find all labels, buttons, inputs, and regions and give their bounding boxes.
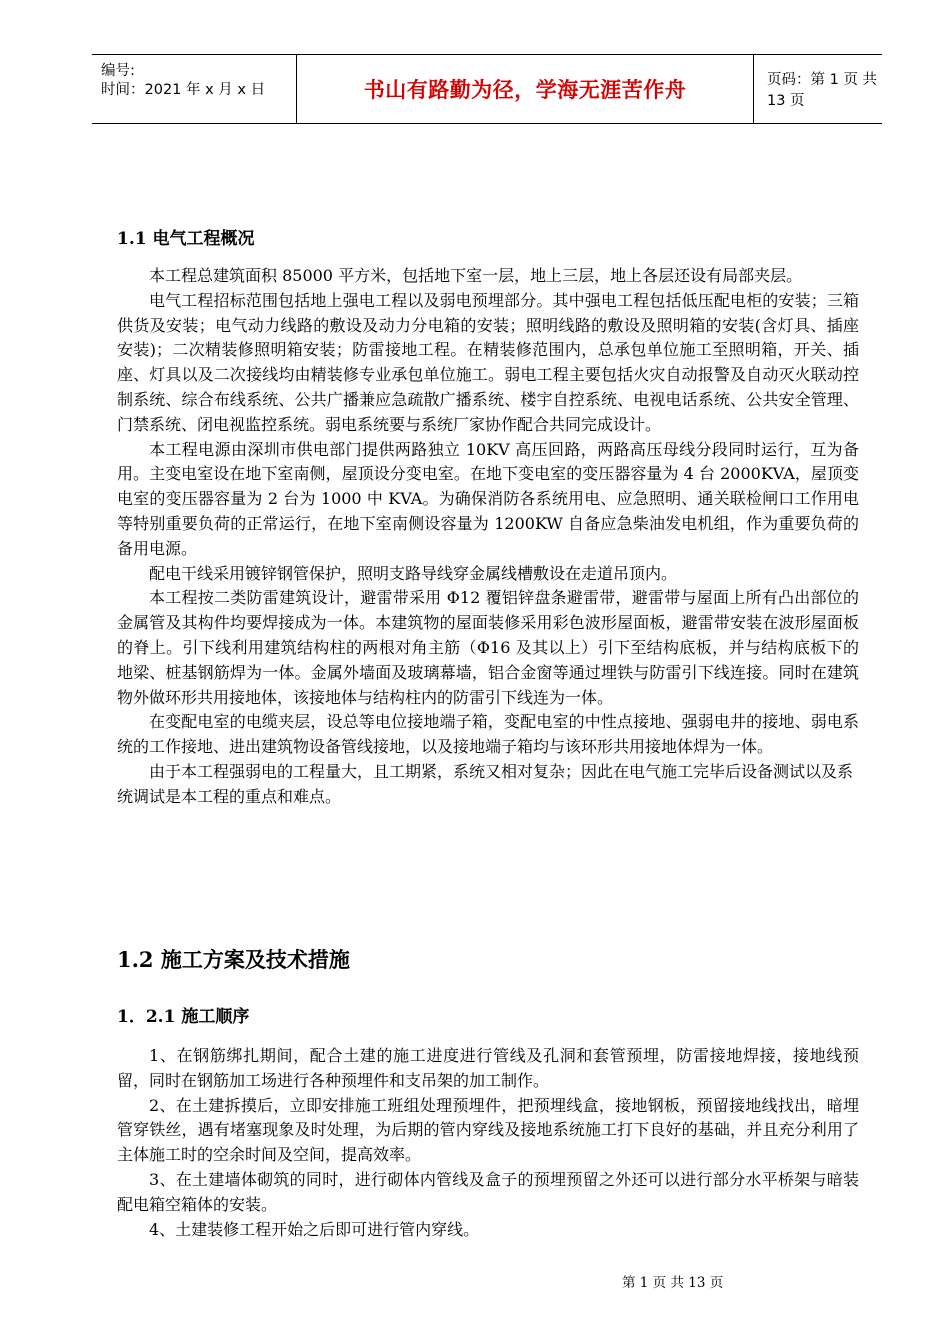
subsection-body (117, 1044, 859, 1242)
list-item: 2、在土建拆摸后，立即安排施工班组处理预埋件，把预埋线盒，接地钢板，预留接地线找出，暗埋管穿铁丝，遇有堵塞现象及时处理，为后期的管内穿线及接地系统施工打下良好的基础，并且充分利用了主体施工时的空余时间及空间，提高效率。 (117, 1095, 859, 1165)
document-number-label: 编号: (101, 63, 135, 79)
document-date-label: 时间：2021 年 x 月 x 日 (101, 82, 266, 98)
paragraph: 电气工程招标范围包括地上强电工程以及弱电预埋部分。其中强电工程包括低压配电柜的安装；三箱供货及安装；电气动力线路的敷设及动力分电箱的安装；照明线路的敷设及照明箱的安装(含灯具、插座安装)；二次精装修照明箱安装；防雷接地工程。在精装修范围内，总承包单位施工至照明箱，开关、插座、灯具以及二次接线均由精装修专业承包单位施工。弱电工程主要包括火灾自动报警及自动灭火联动控制系统、综合布线系统、公共广播兼应急疏散广播系统、楼宇自控系统、电视电话系统、公共安全管理、门禁系统、闭电视监控系统。弱电系统要与系统厂家协作配合共同完成设计。 (117, 290, 859, 434)
paragraph: 本工程电源由深圳市供电部门提供两路独立 10KV 高压回路，两路高压母线分段同时运行，互为备用。主变电室设在地下室南侧，屋顶设分变电室。在地下变电室的变压器容量为 4 台 2000KVA，屋顶变电室的变压器容量为 2 台为 1000 中 KVA。为确保消防各系统用电、应急照明、通关联检闸口工作用电等特别重要负荷的正常运行，在地下室南侧设容量为 1200KW 自备应急柴油发电机组，作为重要负荷的备用电源。 (117, 439, 859, 558)
header-left-cell (92, 55, 296, 123)
section-title: 1.2 施工方案及技术措施 (117, 947, 350, 972)
header-motto: 书山有路勤为径，学海无涯苦作舟 (363, 78, 687, 102)
section-body (117, 264, 859, 810)
page-footer: 第 1 页 共 13 页 (622, 1275, 724, 1291)
paragraph: 在变配电室的电缆夹层，设总等电位接地端子箱，变配电室的中性点接地、强弱电井的接地、弱电系统的工作接地、进出建筑物设备管线接地，以及接地端子箱均与该环形共用接地体焊为一体。 (117, 712, 859, 757)
list-item: 1、在钢筋绑扎期间，配合土建的施工进度进行管线及孔洞和套管预埋，防雷接地焊接，接地线预留，同时在钢筋加工场进行各种预埋件和支吊架的加工制作。 (117, 1046, 859, 1090)
header-motto-cell (296, 55, 754, 123)
subsection-title: 1．2.1 施工顺序 (117, 1007, 250, 1027)
paragraph: 配电干线采用镀锌钢管保护，照明支路导线穿金属线槽敷设在走道吊顶内。 (149, 563, 678, 583)
list-item: 3、在土建墙体砌筑的同时，进行砌体内管线及盒子的预埋预留之外还可以进行部分水平桥架与暗装配电箱空箱体的安装。 (117, 1169, 859, 1214)
page-header (92, 54, 882, 124)
section-title: 1.1 电气工程概况 (117, 229, 255, 249)
list-item: 4、土建装修工程开始之后即可进行管内穿线。 (149, 1219, 480, 1239)
header-page-number: 页码：第 1 页 共 13 页 (767, 72, 878, 109)
paragraph: 本工程按二类防雷建筑设计，避雷带采用 Φ12 覆铝锌盘条避雷带，避雷带与屋面上所有凸出部位的金属管及其构件均要焊接成为一体。本建筑物的屋面装修采用彩色波形屋面板，避雷带安装在波形屋面板的脊上。引下线利用建筑结构柱的两根对角主筋（Φ16 及其以上）引下至结构底板，并与结构底板下的地梁、桩基钢筋焊为一体。金属外墙面及玻璃幕墙，铝合金窗等通过埋铁与防雷引下线连接。同时在建筑物外做环形共用接地体，该接地体与结构柱内的防雷引下线连为一体。 (117, 588, 859, 707)
paragraph: 由于本工程强弱电的工程量大，且工期紧，系统又相对复杂；因此在电气施工完毕后设备测试以及系统调试是本工程的重点和难点。 (117, 761, 854, 806)
paragraph: 本工程总建筑面积 85000 平方米，包括地下室一层，地上三层，地上各层还设有局部夹层。 (149, 266, 803, 285)
header-page-cell (753, 55, 882, 123)
